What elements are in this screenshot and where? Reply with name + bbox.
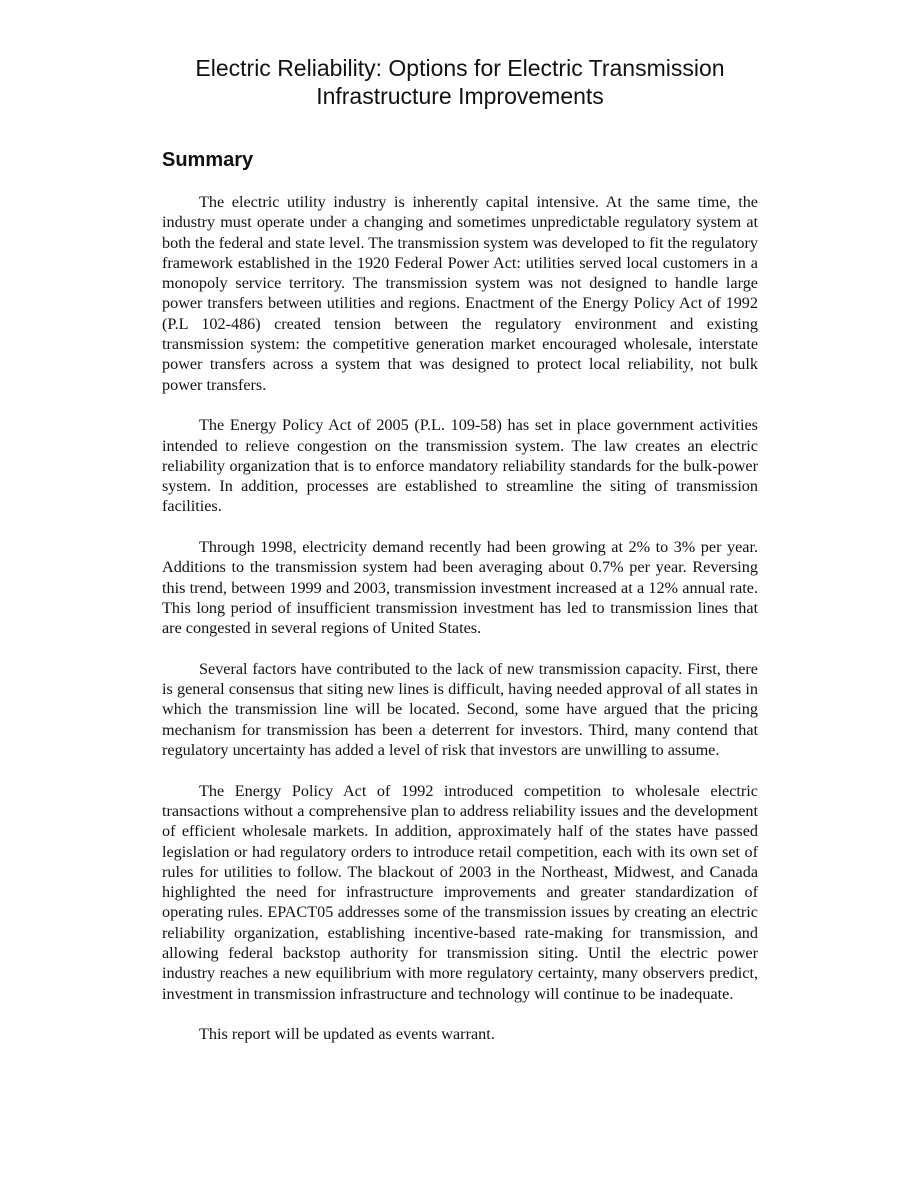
summary-body xyxy=(162,192,758,1065)
body-paragraph: Through 1998, electricity demand recently had been growing at 2% to 3% per year. Additions to the transmission system had been averaging about 0.7% per year. Reversing this trend, between 1999 and 2003, transmission investment increased at a 12% annual rate. This long period of insufficient transmission investment has led to transmission lines that are congested in several regions of United States. xyxy=(162,538,758,638)
body-paragraph: The Energy Policy Act of 1992 introduced competition to wholesale electric transactions without a comprehensive plan to address reliability issues and the development of efficient wholesale markets. In addition, approximately half of the states have passed legislation or had regulatory orders to introduce retail competition, each with its own set of rules for utilities to follow. The blackout of 2003 in the Northeast, Midwest, and Canada highlighted the need for infrastructure improvements and greater standardization of operating rules. EPACT05 addresses some of the transmission issues by creating an electric reliability organization, establishing incentive-based rate-making for transmission, and allowing federal backstop authority for transmission siting. Until the electric power industry reaches a new equilibrium with more regulatory certainty, many observers predict, investment in transmission infrastructure and technology will continue to be inadequate. xyxy=(162,781,758,1003)
document-title: Electric Reliability: Options for Electric Transmission Infrastructure Improvements xyxy=(195,55,725,109)
body-paragraph: The electric utility industry is inherently capital intensive. At the same time, the industry must operate under a changing and sometimes unpredictable regulatory system at both the federal and state level. The transmission system was developed to fit the regulatory framework established in the 1920 Federal Power Act: utilities served local customers in a monopoly service territory. The transmission system was not designed to handle large power transfers between utilities and regions. Enactment of the Energy Policy Act of 1992 (P.L 102-486) created tension between the regulatory environment and existing transmission system: the competitive generation market encouraged wholesale, interstate power transfers across a system that was designed to protect local reliability, not bulk power transfers. xyxy=(162,193,758,394)
section-heading-summary: Summary xyxy=(162,149,254,171)
body-paragraph: This report will be updated as events warrant. xyxy=(199,1025,495,1044)
body-paragraph: The Energy Policy Act of 2005 (P.L. 109-58) has set in place government activities intended to relieve congestion on the transmission system. The law creates an electric reliability organization that is to enforce mandatory reliability standards for the bulk-power system. In addition, processes are established to streamline the siting of transmission facilities. xyxy=(162,416,758,516)
body-paragraph: Several factors have contributed to the lack of new transmission capacity. First, there is general consensus that siting new lines is difficult, having needed approval of all states in which the transmission line will be located. Second, some have argued that the pricing mechanism for transmission has been a deterrent for investors. Third, many contend that regulatory uncertainty has added a level of risk that investors are unwilling to assume. xyxy=(162,659,758,760)
